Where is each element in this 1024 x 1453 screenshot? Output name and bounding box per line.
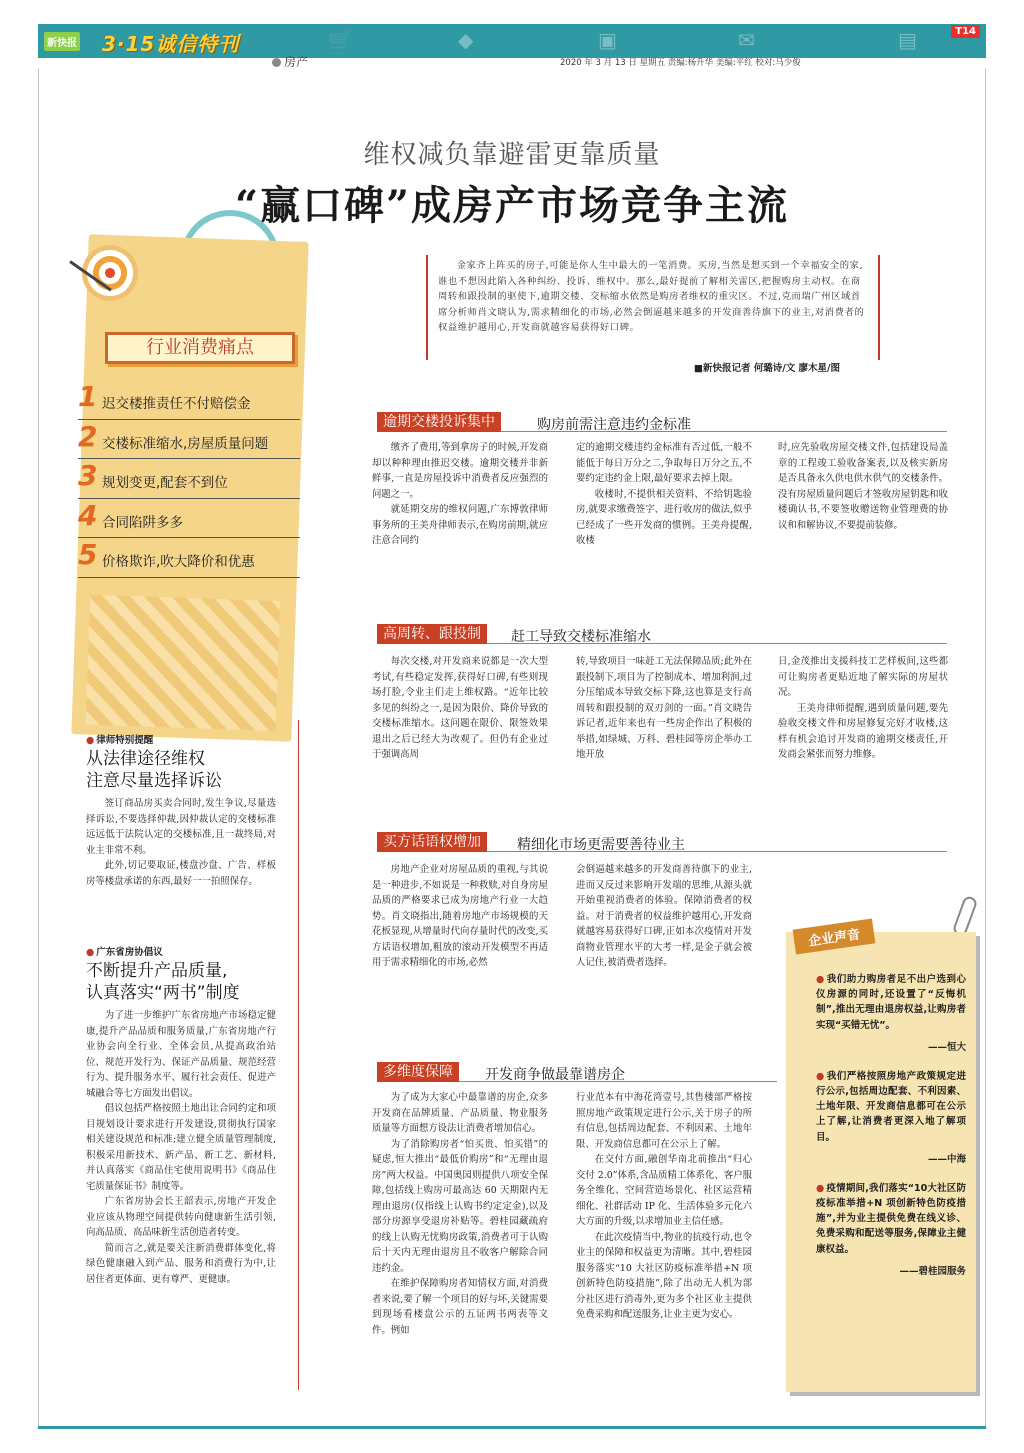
lawyer-kicker: ● 律师特别提醒 (86, 732, 276, 746)
pain-point-item (78, 459, 300, 499)
body-paragraph: 在交付方面,融创华南北前推出“归心交付 2.0”体系,含品质精工体系化、客户服务全维化、空间营造场景化、社区运营精细化、社群活动 IP 化、生活体验多元化六大方面的升级,以求增加业主信任感。 (576, 1154, 752, 1227)
body-paragraph: 每次交楼,对开发商来说都是一次大型考试,有些稳定发挥,获得好口碑,有些则现场打脸,令业主们走上维权路。“近年比较多见的纠纷之一,是因为限价、降价导致的交楼标准缩水。这问题在限价、限签效果退出之后已经大为改观了。但仍有企业过于强调高周 (372, 656, 548, 760)
pain-point-item (78, 380, 300, 420)
lawyer-title: 从法律途径维权 注意尽量选择诉讼 (86, 749, 222, 791)
page-border-right (985, 68, 986, 1428)
body-paragraph: 在此次疫情当中,物业的抗疫行动,也令业主的保障和权益更为清晰。其中,碧桂园服务落实“10 大社区防疫标准举措+N 项创新特色防疫措施”,除了出动无人机为部分社区进行消毒外,更为多个社区业主提供免费采购和配送服务,让业主更为安心。 (576, 1231, 752, 1320)
box-icon: ▣ (598, 28, 617, 52)
sidebar-paragraph: 签订商品房买卖合同时,发生争议,尽量选择诉讼,不要选择仲裁,因仲裁认定的交楼标准远远低于法院认定的交楼标准,且一裁终局,对业主非常不利。 (86, 798, 276, 856)
sidebar-paragraph: 倡议包括严格按照土地出让合同约定和项目规划设计要求进行开发建设,贯彻执行国家相关建设规范和标准;建立健全质量管理制度,积极采用新技术、新产品、新工艺、新材料,并认真落实《商品住宅使用说明书》《商品住宅质量保证书》制度等。 (86, 1103, 276, 1192)
body-paragraph: 日,金茂推出支援科技工艺样板间,这些都可让购房者更贴近地了解实际的房屋状况。 (778, 656, 948, 698)
body-paragraph: 定的逾期交楼违约金标准有否过低,一般不能低于每日万分之二,争取每日万分之五,不要约定违约金上限,最好要求去掉上限。 (576, 442, 752, 484)
issue-meta: 2020 年 3 月 13 日 星期五 责编:杨升华 美编:平红 校对:马少俊 (560, 58, 801, 68)
enterprise-voices-box (786, 927, 976, 1392)
pain-point-text: 交楼标准缩水,房屋质量问题 (102, 435, 269, 452)
body-paragraph: 房地产企业对房屋品质的重视,与其说是一种进步,不如说是一种救赎,对自身房屋品质的严格要求已成为房地产行业一大趋势。肖文晓指出,随着房地产市场规模的天花板显现,从增量时代向存量时代的改变,买方话语权增加,粗放的滚动开发模型不再适用于需求精细化的市场,必然 (372, 864, 548, 968)
cart-icon: 🛒 (328, 28, 353, 52)
enterprise-signature: ——碧桂园服务 (899, 1265, 966, 1277)
page-number: T14 (951, 25, 980, 38)
s3-col-2 (576, 862, 752, 1032)
s4-col-2 (576, 1090, 752, 1402)
lawyer-body (86, 796, 276, 889)
section-dot-icon (272, 58, 281, 67)
sidebar-divider (298, 720, 299, 1390)
lawyer-reminder (86, 732, 276, 889)
association-title: 不断提升产品质量, 认真落实“两书”制度 (86, 961, 240, 1003)
enterprise-items (816, 972, 966, 1293)
pain-point-number: 1 (78, 380, 98, 413)
section-heading-4 (377, 1062, 777, 1082)
sidebar-paragraph: 为了进一步维护广东省房地产市场稳定健康,提升产品品质和服务质量,广东省房地产行业协会向全行业、全体会员,从提高政治站位、规范开发行为、保证产品质量、规范经营行为、提升服务水平、履行社会责任、促进产城融合等七方面发出倡议。 (86, 1010, 276, 1099)
pain-point-text: 合同陷阱多多 (102, 514, 183, 531)
enterprise-signature: ——恒大 (927, 1041, 966, 1053)
s2-col-3 (778, 654, 948, 794)
special-issue-title: 3·15诚信特刊 (102, 32, 240, 56)
pain-point-number: 4 (78, 498, 98, 532)
section-tag-3: 买方话语权增加 (377, 832, 487, 852)
body-paragraph: 为了消除购房者“怕买贵、怕买错”的疑虑,恒大推出“最低价购房”和“无理由退房”两大权益。中国奥园则提供八项安全保障,包括线上购房可最高达 60 天期限内无理由退房(仅指线上认购书约定定金),以及部分房源享受退房补贴等。碧桂园藏疏府的线上认购无忧购房政策,消费者可于认购后十天内无理由退房且不收客户解除合同违约金。 (372, 1138, 548, 1274)
lead-paragraph: 金家齐上阵买的房子,可能是你人生中最大的一笔消费。买房,当然是想买到一个幸福安全的家,谁也不想因此陷入各种纠纷、投诉、维权中。那么,最好提前了解相关雷区,把握购房主动权。在商周转和跟投制的驱使下,逾期交楼、交标缩水依然是购房者维权的重灾区。不过,克而瑞广州区域首席分析师肖文晓认为,需求精细化的市场,必然会倒逼越来越多的开发商善待旗下的业主,对消费者的权益维护越用心,开发商就越容易获得好口碑。 (426, 255, 880, 360)
s2-col-1 (372, 654, 548, 794)
body-paragraph: 时,应先验收房屋交楼文件,包括建设局盖章的工程竣工验收备案表,以及核实新房是否具备永久供电供水供气的交楼条件。没有房屋质量问题后才签收房屋钥匙和收楼确认书,不要签收赠送物业管理费的协议和和解协议,不要提前装修。 (778, 442, 948, 531)
pain-point-number: 2 (78, 419, 98, 453)
body-paragraph: 为了成为大家心中最靠谱的房企,众多开发商在品牌质量、产品质量、物业服务质量等方面想方设法让消费者增加信心。 (372, 1092, 548, 1134)
pain-point-item (78, 420, 300, 460)
tag-icon: ◆ (458, 28, 474, 52)
body-paragraph: 缴齐了费用,等到拿房子的时候,开发商却以种种理由推迟交楼。逾期交楼并非新鲜事,一直是房屋投诉中消费者反应强烈的问题之一。 (372, 442, 548, 500)
section-label: 房产 (272, 53, 308, 70)
body-paragraph: 王美舟律师提醒,遇到质量问题,要先验收交楼文件和房屋修复完好才收楼,这样有机会追讨开发商的逾期交楼责任,开发商会紧张而努力维修。 (778, 702, 948, 760)
association-kicker: ● 广东省房协倡议 (86, 944, 276, 958)
pain-point-text: 价格欺诈,吹大降价和优惠 (102, 554, 255, 570)
body-paragraph: 在维护保障购房者知情权方面,对消费者来说,要了解一个项目的好与坏,关键需要到现场看楼盘公示的五证两书两表等文件。例如 (372, 1278, 548, 1336)
body-paragraph: 行业范本有中海花湾壹号,其售楼部严格按照房地产政策规定进行公示,关于房子的所有信息,包括周边配套、不利因素、土地年限、开发商信息都可在公示上了解。 (576, 1092, 752, 1150)
section-sub-3: 精细化市场更需要善待业主 (517, 837, 685, 853)
section-sub-4: 开发商争做最靠谱房企 (485, 1067, 625, 1083)
section-sub-2: 赶工导致交楼标准缩水 (511, 629, 651, 645)
bag-icon: ✉ (738, 28, 755, 52)
pain-point-text: 迟交楼推责任不付赔偿金 (102, 396, 251, 412)
page-border-left (38, 68, 39, 1428)
section-heading-2 (377, 624, 947, 644)
enterprise-heading: 企业声音 (793, 919, 876, 955)
body-paragraph: 收楼时,不提供相关资料、不给钥匙验房,就要求缴费签字、进行收房的做法,似乎已经成了一些开发商的惯例。王美舟提醒,收楼 (576, 488, 752, 546)
s1-col-1 (372, 440, 548, 590)
section-tag-4: 多维度保障 (377, 1062, 459, 1082)
association-body (86, 1008, 276, 1287)
pain-point-item (78, 499, 300, 539)
body-paragraph: 转,导致项目一味赶工无法保障品质;此外在跟投制下,项目为了控制成本、增加利润,过分压缩成本导致交标下降,这也算是支行高周转和跟投制的双刃剑的一面。”肖文晓告诉记者,近年来也有一些房企作出了积极的举措,如绿城、万科、碧桂园等房企举办工地开放 (576, 656, 752, 760)
sidebar-paragraph: 简而言之,就是要关注新消费群体变化,将绿色健康融入到产品、服务和消费行为中,让居住者更体面、更有尊严、更健康。 (86, 1242, 276, 1285)
article-subtitle: 维权减负靠避雷更靠质量 (363, 140, 661, 170)
s1-col-2 (576, 440, 752, 590)
association-proposal (86, 944, 276, 1287)
section-tag-2: 高周转、跟投制 (377, 624, 487, 644)
pain-points-illustration (70, 210, 310, 740)
pain-point-number: 5 (78, 538, 98, 571)
header-band (38, 24, 986, 58)
section-heading-3 (377, 832, 947, 852)
footer-rule (38, 1426, 986, 1429)
pain-point-item (78, 538, 300, 578)
pain-points-heading: 行业消费痛点 (105, 332, 295, 364)
section-heading-1 (377, 412, 947, 432)
pain-points-list (78, 380, 300, 578)
paper-logo: 新快报 (44, 32, 80, 51)
enterprise-quote: ● 疫情期间,我们落实“10大社区防疫标准举措+N 项创新特色防疫措施”,并为业主提供免费在线义诊、免费采购和配送等服务,保障业主健康权益。 (816, 1181, 966, 1257)
s4-col-1 (372, 1090, 548, 1402)
section-tag-1: 逾期交楼投诉集中 (377, 412, 501, 432)
article-title: “赢口碑”成房产市场竞争主流 (234, 182, 789, 229)
paperclip-icon (952, 895, 979, 937)
enterprise-quote: ● 我们严格按照房地产政策规定进行公示,包括周边配套、不利因素、土地年限、开发商信息都可在公示上了解,让消费者更深入地了解项目。 (816, 1069, 966, 1145)
s3-col-1 (372, 862, 548, 1032)
sidebar-paragraph: 广东省房协会长王韶表示,房地产开发企业应该从物理空间提供转向健康新生活引领,向高品质、高品味新生活创造者转变。 (86, 1196, 276, 1238)
pain-point-text: 规划变更,配套不到位 (102, 475, 228, 491)
pain-point-number: 3 (78, 459, 98, 492)
byline: ■新快报记者 何璐诗/文 廖木星/图 (694, 363, 841, 374)
enterprise-signature: ——中海 (927, 1153, 966, 1165)
body-paragraph: 会倒逼越来越多的开发商善待旗下的业主,进而又反过来影响开发端的思维,从源头就开始重视消费者的体验。保障消费者的权益。对于消费者的权益维护越用心,开发商就越容易获得好口碑,正如本次疫情对开发商物业管理水平的大考一样,是金子就会被人记住,被消费者选择。 (576, 864, 752, 968)
sidebar-paragraph: 此外,切记要取证,楼盘沙盘、广告、样板房等楼盘承诺的东西,最好一一拍照保存。 (86, 860, 276, 887)
s1-col-3 (778, 440, 948, 590)
body-paragraph: 就延期交房的维权问题,广东博敦律师事务所的王美舟律师表示,在购房前期,就应注意合同约 (372, 504, 548, 546)
basket-icon: ▤ (898, 28, 917, 52)
section-sub-1: 购房前需注意违约金标准 (537, 417, 691, 433)
enterprise-quote: ● 我们助力购房者足不出户选到心仪房源的同时,还设置了“反悔机制”,推出无理由退房权益,让购房者实现“买错无忧”。 (816, 972, 966, 1033)
s2-col-2 (576, 654, 752, 794)
